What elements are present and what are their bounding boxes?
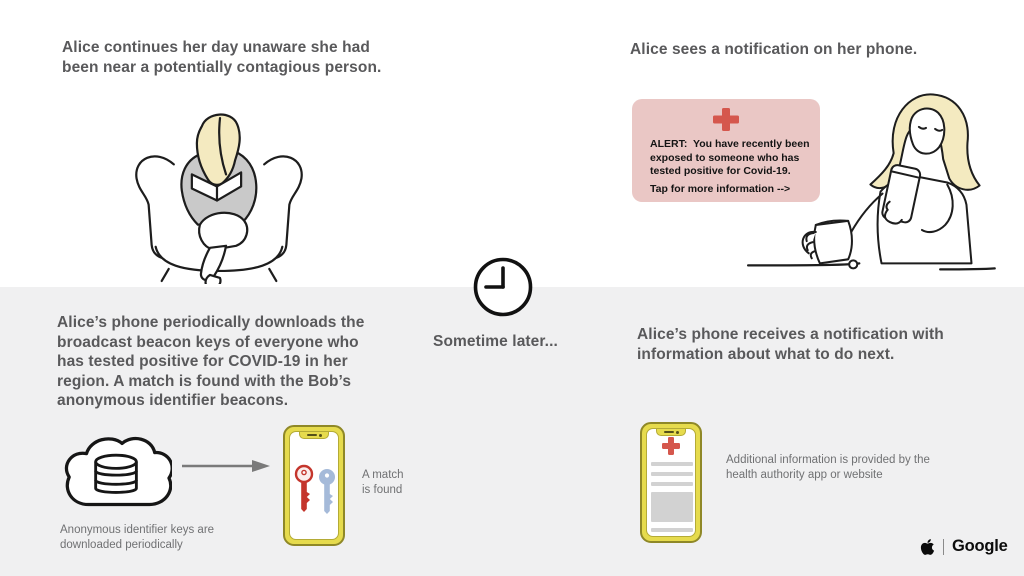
speaker-icon xyxy=(307,434,317,436)
caption-line: Anonymous identifier keys are xyxy=(60,524,215,536)
sometime-later-label: Sometime later... xyxy=(433,333,558,350)
cloud-caption xyxy=(60,523,214,553)
step-1-heading xyxy=(62,38,462,77)
alert-message: ALERT: You have recently been exposed to someone who has tested positive for Covid-19. xyxy=(650,138,813,177)
medical-cross-icon xyxy=(713,108,739,131)
note-line: Additional information is provided by the xyxy=(726,454,930,466)
heading-line: anonymous identifier beacons. xyxy=(57,392,289,409)
speaker-icon xyxy=(664,431,674,433)
heading-line: Alice’s phone receives a notification with xyxy=(637,326,944,343)
phone-notch xyxy=(299,432,329,439)
heading-line: has tested positive for COVID-19 in her xyxy=(57,353,348,370)
heading-line: Alice continues her day unaware she had xyxy=(62,39,370,56)
key-pair-illustration xyxy=(294,463,338,517)
heading-line: information about what to do next. xyxy=(637,345,895,363)
note-line: health authority app or website xyxy=(726,469,883,481)
medical-cross-icon xyxy=(662,437,680,455)
phone-with-notification xyxy=(640,422,702,543)
apple-logo-icon xyxy=(920,538,935,556)
match-label-line: is found xyxy=(362,484,403,496)
caption-line: downloaded periodically xyxy=(60,539,183,551)
step-2-heading xyxy=(630,40,1020,60)
text-placeholder-line xyxy=(651,462,693,466)
heading-line: region. A match is found with the Bob’s xyxy=(57,372,352,390)
text-placeholder-line xyxy=(651,472,693,476)
phone-with-keys xyxy=(283,425,345,546)
step-4-heading xyxy=(637,325,1024,364)
alert-tap-line: Tap for more information --> xyxy=(650,183,791,195)
clock-icon xyxy=(471,255,535,319)
text-placeholder-line xyxy=(651,528,693,532)
match-label xyxy=(362,468,404,498)
heading-line: broadcast beacon keys of everyone who xyxy=(57,333,359,351)
google-logo: Google xyxy=(952,537,1008,555)
heading-line: Alice’s phone periodically downloads the xyxy=(57,314,365,331)
brand-divider xyxy=(943,539,944,555)
camera-dot-icon xyxy=(319,434,322,437)
phone-notch xyxy=(656,429,686,436)
download-arrow-icon xyxy=(182,458,270,474)
brand-footer xyxy=(920,537,1008,556)
text-placeholder-line xyxy=(651,482,693,486)
person-reading-in-armchair-illustration xyxy=(113,98,325,284)
cloud-database-icon xyxy=(58,431,172,519)
step-3-heading xyxy=(57,313,407,411)
red-key-icon xyxy=(296,466,312,512)
match-label-line: A match xyxy=(362,469,404,481)
health-authority-note xyxy=(726,453,930,483)
content-placeholder-block xyxy=(651,492,693,522)
woman-holding-phone-and-mug-illustration xyxy=(740,80,1018,288)
camera-dot-icon xyxy=(676,431,679,434)
blue-key-icon xyxy=(319,469,335,514)
heading-line: Alice sees a notification on her phone. xyxy=(630,41,918,58)
heading-line: been near a potentially contagious person. xyxy=(62,58,382,76)
